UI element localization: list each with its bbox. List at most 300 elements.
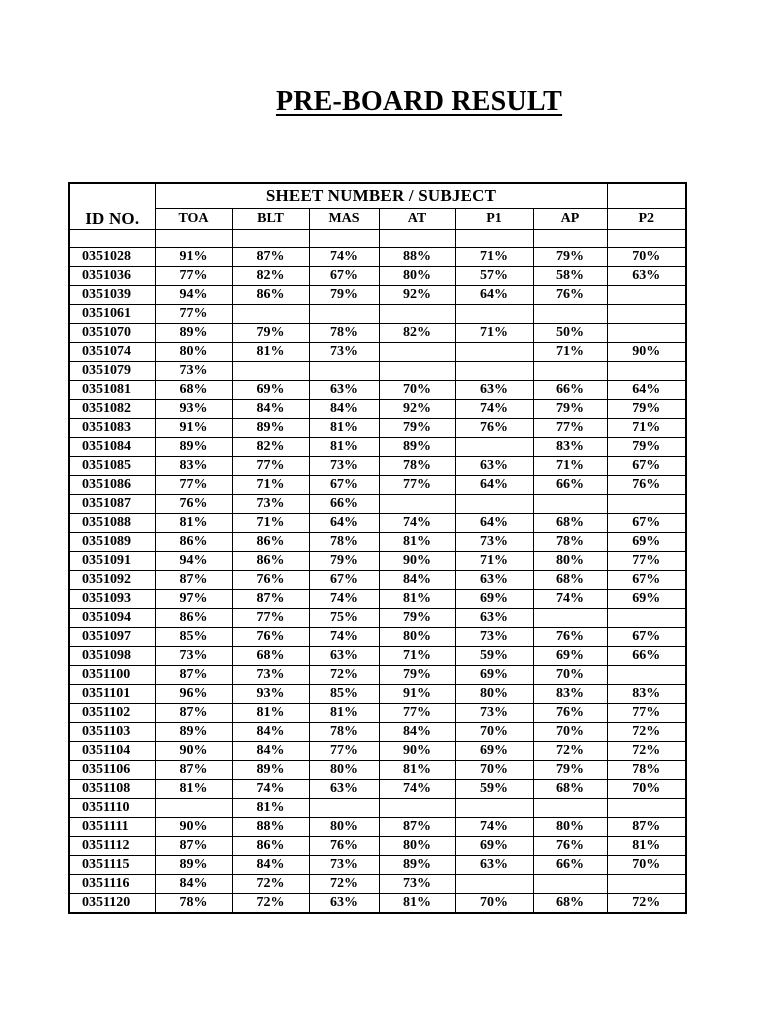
- score-cell-p2: 64%: [607, 380, 686, 399]
- id-column-header: ID NO.: [69, 183, 155, 229]
- score-cell-toa: 93%: [155, 399, 232, 418]
- table-row: [69, 893, 686, 913]
- table-row: [69, 475, 686, 494]
- score-cell-mas: 73%: [309, 456, 379, 475]
- score-cell-ap: 79%: [533, 760, 607, 779]
- score-cell-at: 80%: [379, 266, 455, 285]
- score-cell-blt: [232, 304, 309, 323]
- table-row: [69, 247, 686, 266]
- score-cell-toa: 89%: [155, 722, 232, 741]
- score-cell-toa: 97%: [155, 589, 232, 608]
- score-cell-p2: 83%: [607, 684, 686, 703]
- subject-header-p2: P2: [607, 208, 686, 229]
- score-cell-mas: 64%: [309, 513, 379, 532]
- page-title: PRE-BOARD RESULT: [275, 86, 563, 117]
- score-cell-p1: [455, 874, 533, 893]
- table-row: [69, 741, 686, 760]
- score-cell-p1: 73%: [455, 627, 533, 646]
- score-cell-at: 77%: [379, 703, 455, 722]
- score-cell-at: 80%: [379, 627, 455, 646]
- score-cell-mas: 74%: [309, 589, 379, 608]
- score-cell-mas: 75%: [309, 608, 379, 627]
- id-cell: 0351097: [69, 627, 155, 646]
- score-cell-toa: 81%: [155, 513, 232, 532]
- score-cell-p2: [607, 361, 686, 380]
- table-row: [69, 266, 686, 285]
- score-cell-toa: 85%: [155, 627, 232, 646]
- score-cell-ap: [533, 874, 607, 893]
- score-cell-toa: 77%: [155, 475, 232, 494]
- score-cell-mas: 63%: [309, 380, 379, 399]
- id-cell: 0351120: [69, 893, 155, 913]
- subject-header-p1: P1: [455, 208, 533, 229]
- score-cell-toa: 87%: [155, 836, 232, 855]
- score-cell-at: 74%: [379, 513, 455, 532]
- score-cell-blt: 89%: [232, 760, 309, 779]
- score-cell-blt: 68%: [232, 646, 309, 665]
- score-cell-ap: 68%: [533, 570, 607, 589]
- id-cell: 0351028: [69, 247, 155, 266]
- table-row: [69, 855, 686, 874]
- score-cell-toa: 87%: [155, 570, 232, 589]
- score-cell-mas: 81%: [309, 437, 379, 456]
- table-row: [69, 703, 686, 722]
- results-body: [69, 229, 686, 913]
- score-cell-toa: 89%: [155, 437, 232, 456]
- score-cell-ap: 70%: [533, 665, 607, 684]
- score-cell-p1: 57%: [455, 266, 533, 285]
- score-cell-p1: 63%: [455, 456, 533, 475]
- subject-header-mas: MAS: [309, 208, 379, 229]
- table-row: [69, 722, 686, 741]
- table-row: [69, 285, 686, 304]
- score-cell-toa: 87%: [155, 760, 232, 779]
- score-cell-mas: 73%: [309, 855, 379, 874]
- score-cell-mas: 80%: [309, 760, 379, 779]
- score-cell-ap: 50%: [533, 323, 607, 342]
- score-cell-mas: 66%: [309, 494, 379, 513]
- score-cell-ap: 68%: [533, 513, 607, 532]
- score-cell-mas: 77%: [309, 741, 379, 760]
- score-cell-p2: 90%: [607, 342, 686, 361]
- score-cell-p2: [607, 608, 686, 627]
- score-cell-p1: 69%: [455, 665, 533, 684]
- score-cell-ap: 83%: [533, 437, 607, 456]
- score-cell-blt: 86%: [232, 836, 309, 855]
- score-cell-mas: 67%: [309, 266, 379, 285]
- table-row: [69, 798, 686, 817]
- score-cell-p1: [455, 361, 533, 380]
- score-cell-p2: 67%: [607, 513, 686, 532]
- score-cell-p1: 63%: [455, 608, 533, 627]
- score-cell-p2: 79%: [607, 437, 686, 456]
- score-cell-ap: 76%: [533, 703, 607, 722]
- score-cell-p2: [607, 494, 686, 513]
- score-cell-p2: 67%: [607, 627, 686, 646]
- score-cell-p1: 73%: [455, 532, 533, 551]
- score-cell-toa: 84%: [155, 874, 232, 893]
- score-cell-p1: 63%: [455, 570, 533, 589]
- id-cell: 0351110: [69, 798, 155, 817]
- score-cell-p1: 73%: [455, 703, 533, 722]
- table-row: [69, 874, 686, 893]
- id-cell: 0351074: [69, 342, 155, 361]
- score-cell-toa: 83%: [155, 456, 232, 475]
- score-cell-p2: 72%: [607, 722, 686, 741]
- score-cell-blt: 76%: [232, 570, 309, 589]
- score-cell-p2: 69%: [607, 532, 686, 551]
- score-cell-blt: 77%: [232, 608, 309, 627]
- subject-header-blt: BLT: [232, 208, 309, 229]
- score-cell-toa: [155, 798, 232, 817]
- score-cell-at: 81%: [379, 893, 455, 913]
- score-cell-mas: 72%: [309, 874, 379, 893]
- id-cell: 0351102: [69, 703, 155, 722]
- score-cell-ap: 74%: [533, 589, 607, 608]
- score-cell-toa: 94%: [155, 285, 232, 304]
- score-cell-p1: [455, 437, 533, 456]
- score-cell-p1: 74%: [455, 399, 533, 418]
- score-cell-ap: 80%: [533, 817, 607, 836]
- score-cell-ap: [533, 361, 607, 380]
- score-cell-p1: 70%: [455, 722, 533, 741]
- score-cell-p2: 70%: [607, 779, 686, 798]
- score-cell-at: 87%: [379, 817, 455, 836]
- score-cell-ap: 69%: [533, 646, 607, 665]
- score-cell-p2: 77%: [607, 703, 686, 722]
- table-row: [69, 627, 686, 646]
- score-cell-at: 89%: [379, 437, 455, 456]
- score-cell-p2: 66%: [607, 646, 686, 665]
- score-cell-at: [379, 342, 455, 361]
- sheet-subject-header: SHEET NUMBER / SUBJECT: [155, 183, 607, 208]
- score-cell-blt: 74%: [232, 779, 309, 798]
- score-cell-p2: [607, 874, 686, 893]
- score-cell-toa: 80%: [155, 342, 232, 361]
- score-cell-ap: [533, 798, 607, 817]
- score-cell-mas: 80%: [309, 817, 379, 836]
- spacer-row: [69, 229, 686, 247]
- id-cell: 0351070: [69, 323, 155, 342]
- score-cell-mas: 84%: [309, 399, 379, 418]
- score-cell-blt: 77%: [232, 456, 309, 475]
- score-cell-p2: 76%: [607, 475, 686, 494]
- table-row: [69, 817, 686, 836]
- score-cell-blt: 89%: [232, 418, 309, 437]
- score-cell-ap: 80%: [533, 551, 607, 570]
- score-cell-blt: 84%: [232, 399, 309, 418]
- table-row: [69, 399, 686, 418]
- id-cell: 0351104: [69, 741, 155, 760]
- score-cell-at: 92%: [379, 285, 455, 304]
- score-cell-toa: 90%: [155, 741, 232, 760]
- score-cell-at: 79%: [379, 665, 455, 684]
- score-cell-at: 82%: [379, 323, 455, 342]
- score-cell-p1: 69%: [455, 589, 533, 608]
- score-cell-blt: 71%: [232, 475, 309, 494]
- score-cell-p2: 67%: [607, 570, 686, 589]
- table-row: [69, 665, 686, 684]
- score-cell-p2: [607, 665, 686, 684]
- score-cell-at: 92%: [379, 399, 455, 418]
- score-cell-toa: 73%: [155, 646, 232, 665]
- score-cell-toa: 78%: [155, 893, 232, 913]
- score-cell-toa: 91%: [155, 418, 232, 437]
- score-cell-p2: [607, 798, 686, 817]
- score-cell-ap: [533, 494, 607, 513]
- score-cell-blt: 82%: [232, 266, 309, 285]
- score-cell-toa: 96%: [155, 684, 232, 703]
- subject-header-ap: AP: [533, 208, 607, 229]
- score-cell-mas: 76%: [309, 836, 379, 855]
- score-cell-mas: 63%: [309, 893, 379, 913]
- score-cell-blt: 82%: [232, 437, 309, 456]
- score-cell-mas: 74%: [309, 627, 379, 646]
- score-cell-ap: 76%: [533, 285, 607, 304]
- table-row: [69, 646, 686, 665]
- score-cell-at: 81%: [379, 532, 455, 551]
- id-cell: 0351061: [69, 304, 155, 323]
- score-cell-mas: 81%: [309, 418, 379, 437]
- table-row: [69, 456, 686, 475]
- id-cell: 0351084: [69, 437, 155, 456]
- score-cell-at: 91%: [379, 684, 455, 703]
- score-cell-toa: 76%: [155, 494, 232, 513]
- score-cell-p2: [607, 304, 686, 323]
- score-cell-at: 79%: [379, 418, 455, 437]
- score-cell-p2: 72%: [607, 893, 686, 913]
- score-cell-blt: 81%: [232, 703, 309, 722]
- score-cell-mas: 81%: [309, 703, 379, 722]
- id-cell: 0351088: [69, 513, 155, 532]
- score-cell-blt: 73%: [232, 665, 309, 684]
- score-cell-blt: 84%: [232, 722, 309, 741]
- score-cell-toa: 87%: [155, 665, 232, 684]
- score-cell-p1: 70%: [455, 760, 533, 779]
- id-cell: 0351112: [69, 836, 155, 855]
- score-cell-p1: [455, 342, 533, 361]
- score-cell-blt: 87%: [232, 589, 309, 608]
- score-cell-blt: 69%: [232, 380, 309, 399]
- id-cell: 0351086: [69, 475, 155, 494]
- score-cell-p2: 87%: [607, 817, 686, 836]
- score-cell-blt: 76%: [232, 627, 309, 646]
- score-cell-p2: 79%: [607, 399, 686, 418]
- score-cell-mas: 67%: [309, 475, 379, 494]
- score-cell-p1: 64%: [455, 475, 533, 494]
- score-cell-blt: 71%: [232, 513, 309, 532]
- score-cell-at: 77%: [379, 475, 455, 494]
- score-cell-at: 89%: [379, 855, 455, 874]
- table-row: [69, 570, 686, 589]
- score-cell-toa: 87%: [155, 703, 232, 722]
- score-cell-p1: 64%: [455, 513, 533, 532]
- table-row: [69, 513, 686, 532]
- id-cell: 0351098: [69, 646, 155, 665]
- score-cell-p1: 64%: [455, 285, 533, 304]
- score-cell-mas: 67%: [309, 570, 379, 589]
- score-cell-at: 88%: [379, 247, 455, 266]
- score-cell-at: [379, 361, 455, 380]
- score-cell-blt: 93%: [232, 684, 309, 703]
- score-cell-p1: [455, 494, 533, 513]
- id-cell: 0351079: [69, 361, 155, 380]
- score-cell-toa: 86%: [155, 608, 232, 627]
- table-row: [69, 589, 686, 608]
- score-cell-toa: 77%: [155, 266, 232, 285]
- score-cell-mas: 78%: [309, 323, 379, 342]
- score-cell-blt: 81%: [232, 798, 309, 817]
- table-row: [69, 551, 686, 570]
- score-cell-ap: [533, 304, 607, 323]
- score-cell-toa: 81%: [155, 779, 232, 798]
- score-cell-blt: 73%: [232, 494, 309, 513]
- score-cell-at: 84%: [379, 722, 455, 741]
- score-cell-mas: [309, 361, 379, 380]
- score-cell-ap: 71%: [533, 456, 607, 475]
- score-cell-p1: 69%: [455, 836, 533, 855]
- score-cell-ap: 72%: [533, 741, 607, 760]
- score-cell-p2: 71%: [607, 418, 686, 437]
- score-cell-p1: 59%: [455, 779, 533, 798]
- id-cell: 0351103: [69, 722, 155, 741]
- table-row: [69, 494, 686, 513]
- table-row: [69, 304, 686, 323]
- id-cell: 0351116: [69, 874, 155, 893]
- score-cell-p1: 76%: [455, 418, 533, 437]
- score-cell-p2: 70%: [607, 855, 686, 874]
- subject-header-row: [69, 208, 686, 229]
- score-cell-blt: 79%: [232, 323, 309, 342]
- score-cell-p2: [607, 323, 686, 342]
- score-cell-mas: 63%: [309, 646, 379, 665]
- score-cell-p1: 59%: [455, 646, 533, 665]
- score-cell-toa: 94%: [155, 551, 232, 570]
- score-cell-mas: 73%: [309, 342, 379, 361]
- id-cell: 0351092: [69, 570, 155, 589]
- id-cell: 0351091: [69, 551, 155, 570]
- score-cell-mas: 78%: [309, 722, 379, 741]
- id-cell: 0351039: [69, 285, 155, 304]
- id-cell: 0351111: [69, 817, 155, 836]
- score-cell-mas: 72%: [309, 665, 379, 684]
- score-cell-toa: 77%: [155, 304, 232, 323]
- blank-header-cell: [607, 183, 686, 208]
- score-cell-blt: 87%: [232, 247, 309, 266]
- score-cell-at: 73%: [379, 874, 455, 893]
- score-cell-at: 90%: [379, 551, 455, 570]
- score-cell-p2: 67%: [607, 456, 686, 475]
- score-cell-ap: 68%: [533, 893, 607, 913]
- score-cell-mas: 74%: [309, 247, 379, 266]
- score-cell-p2: [607, 285, 686, 304]
- score-cell-ap: 66%: [533, 475, 607, 494]
- id-cell: 0351101: [69, 684, 155, 703]
- score-cell-ap: 83%: [533, 684, 607, 703]
- score-cell-at: [379, 798, 455, 817]
- score-cell-ap: 70%: [533, 722, 607, 741]
- score-cell-toa: 73%: [155, 361, 232, 380]
- id-cell: 0351106: [69, 760, 155, 779]
- score-cell-mas: 79%: [309, 285, 379, 304]
- score-cell-ap: [533, 608, 607, 627]
- score-cell-at: [379, 304, 455, 323]
- score-cell-blt: 88%: [232, 817, 309, 836]
- score-cell-toa: 86%: [155, 532, 232, 551]
- score-cell-at: [379, 494, 455, 513]
- score-cell-blt: 81%: [232, 342, 309, 361]
- score-cell-ap: 68%: [533, 779, 607, 798]
- score-cell-blt: 84%: [232, 855, 309, 874]
- score-cell-p2: 81%: [607, 836, 686, 855]
- score-cell-at: 81%: [379, 760, 455, 779]
- results-table: [68, 182, 687, 914]
- score-cell-ap: 66%: [533, 380, 607, 399]
- table-row: [69, 437, 686, 456]
- score-cell-mas: [309, 798, 379, 817]
- score-cell-at: 90%: [379, 741, 455, 760]
- score-cell-mas: 85%: [309, 684, 379, 703]
- score-cell-p1: 80%: [455, 684, 533, 703]
- score-cell-ap: 76%: [533, 836, 607, 855]
- table-row: [69, 361, 686, 380]
- score-cell-at: 80%: [379, 836, 455, 855]
- score-cell-p1: 70%: [455, 893, 533, 913]
- score-cell-blt: [232, 361, 309, 380]
- table-row: [69, 323, 686, 342]
- score-cell-p2: 72%: [607, 741, 686, 760]
- id-cell: 0351094: [69, 608, 155, 627]
- score-cell-blt: 72%: [232, 874, 309, 893]
- table-row: [69, 760, 686, 779]
- id-cell: 0351083: [69, 418, 155, 437]
- score-cell-p1: [455, 798, 533, 817]
- score-cell-ap: 78%: [533, 532, 607, 551]
- id-cell: 0351036: [69, 266, 155, 285]
- score-cell-at: 79%: [379, 608, 455, 627]
- id-cell: 0351085: [69, 456, 155, 475]
- score-cell-p2: 69%: [607, 589, 686, 608]
- table-row: [69, 380, 686, 399]
- id-cell: 0351081: [69, 380, 155, 399]
- score-cell-p1: [455, 304, 533, 323]
- score-cell-p1: 69%: [455, 741, 533, 760]
- subject-header-at: AT: [379, 208, 455, 229]
- score-cell-at: 84%: [379, 570, 455, 589]
- score-cell-mas: 79%: [309, 551, 379, 570]
- score-cell-toa: 68%: [155, 380, 232, 399]
- score-cell-blt: 72%: [232, 893, 309, 913]
- table-row: [69, 342, 686, 361]
- id-cell: 0351087: [69, 494, 155, 513]
- score-cell-mas: [309, 304, 379, 323]
- score-cell-at: 70%: [379, 380, 455, 399]
- score-cell-ap: 58%: [533, 266, 607, 285]
- id-cell: 0351100: [69, 665, 155, 684]
- score-cell-p2: 78%: [607, 760, 686, 779]
- score-cell-at: 78%: [379, 456, 455, 475]
- score-cell-toa: 90%: [155, 817, 232, 836]
- id-cell: 0351089: [69, 532, 155, 551]
- score-cell-p2: 70%: [607, 247, 686, 266]
- score-cell-p1: 74%: [455, 817, 533, 836]
- score-cell-ap: 76%: [533, 627, 607, 646]
- score-cell-ap: 79%: [533, 247, 607, 266]
- id-cell: 0351115: [69, 855, 155, 874]
- score-cell-p1: 63%: [455, 855, 533, 874]
- score-cell-p1: 71%: [455, 247, 533, 266]
- score-cell-ap: 71%: [533, 342, 607, 361]
